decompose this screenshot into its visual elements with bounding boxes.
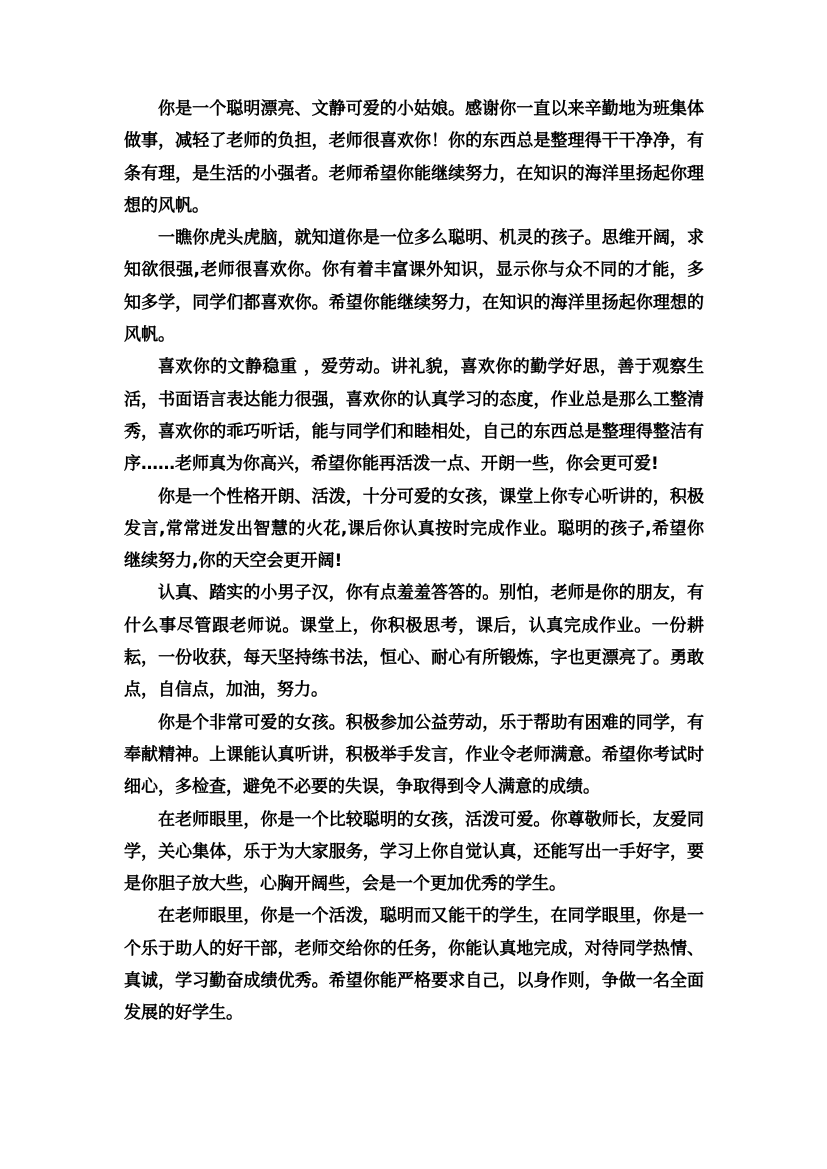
paragraph-2: 一瞧你虎头虎脑，就知道你是一位多么聪明、机灵的孩子。思维开阔，求知欲很强,老师很喜欢你。你有着丰富课外知识，显示你与众不同的才能，多知多学，同学们都喜欢你。希望你能继续努力，在知识的海洋里扬起你理想的风帆。 bbox=[124, 228, 704, 346]
paragraph-4: 你是一个性格开朗、活泼，十分可爱的女孩，课堂上你专心听讲的，积极发言,常常迸发出智慧的火花,课后你认真按时完成作业。聪明的孩子,希望你继续努力,你的天空会更开阔! bbox=[124, 486, 704, 572]
paragraph-6: 你是个非常可爱的女孩。积极参加公益劳动，乐于帮助有困难的同学，有奉献精神。上课能认真听讲，积极举手发言，作业令老师满意。希望你考试时细心，多检查，避免不必要的失误，争取得到令人满意的成绩。 bbox=[124, 712, 704, 798]
paragraph-7: 在老师眼里，你是一个比较聪明的女孩，活泼可爱。你尊敬师长，友爱同学，关心集体，乐于为大家服务，学习上你自觉认真，还能写出一手好字，要是你胆子放大些，心胸开阔些，会是一个更加优秀的学生。 bbox=[124, 809, 704, 895]
paragraph-5: 认真、踏实的小男子汉，你有点羞羞答答的。别怕，老师是你的朋友，有什么事尽管跟老师说。课堂上，你积极思考，课后，认真完成作业。一份耕耘，一份收获，每天坚持练书法，恒心、耐心有所锻炼，字也更漂亮了。勇敢点，自信点，加油，努力。 bbox=[124, 583, 704, 701]
paragraph-3: 喜欢你的文静稳重 ，爱劳动。讲礼貌，喜欢你的勤学好思，善于观察生活，书面语言表达能力很强，喜欢你的认真学习的态度，作业总是那么工整清秀，喜欢你的乖巧听话，能与同学们和睦相处，自己的东西总是整理得整洁有序……老师真为你高兴，希望你能再活泼一点、开朗一些，你会更可爱! bbox=[124, 357, 704, 475]
document-body bbox=[124, 93, 704, 1030]
paragraph-8: 在老师眼里，你是一个活泼，聪明而又能干的学生，在同学眼里，你是一个乐于助人的好干部，老师交给你的任务，你能认真地完成，对待同学热情、真诚，学习勤奋成绩优秀。希望你能严格要求自己，以身作则，争做一名全面发展的好学生。 bbox=[124, 906, 704, 1024]
paragraph-1: 你是一个聪明漂亮、文静可爱的小姑娘。感谢你一直以来辛勤地为班集体做事，减轻了老师的负担，老师很喜欢你！你的东西总是整理得干干净净，有条有理，是生活的小强者。老师希望你能继续努力，在知识的海洋里扬起你理想的风帆。 bbox=[124, 99, 704, 216]
